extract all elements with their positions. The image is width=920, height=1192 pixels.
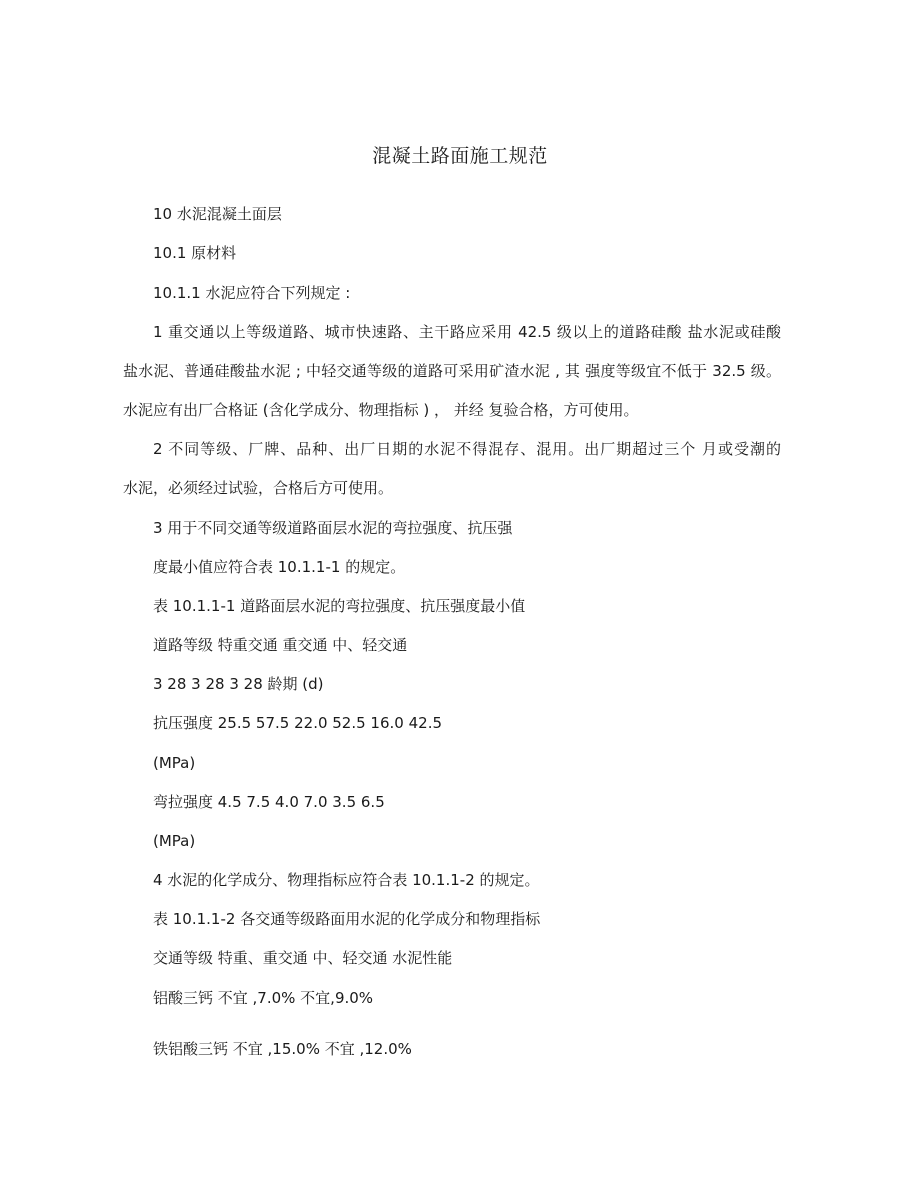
section-heading: 10 水泥混凝土面层 [153,205,282,223]
paragraph-line: 度最小值应符合表 10.1.1-1 的规定。 [153,558,406,576]
subsection-heading: 10.1 原材料 [153,244,237,262]
paragraph-line: 水泥，必须经过试验，合格后方可使用。 [123,479,394,497]
paragraph-line: 1 重交通以上等级道路、城市快速路、主干路应采用 42.5 级以上的道路硅酸 盐水泥或硅酸 [153,323,781,341]
paragraph-line: 水泥应有出厂合格证 (含化学成分、物理指标 ) ， 并经 复验合格，方可使用。 [123,401,639,419]
table-row: 道路等级 特重交通 重交通 中、轻交通 [153,636,408,654]
table-row: 3 28 3 28 3 28 龄期 (d) [153,675,324,693]
table-row: 弯拉强度 4.5 7.5 4.0 7.0 3.5 6.5 [153,793,385,811]
document-title: 混凝土路面施工规范 [372,145,548,167]
table-row: (MPa) [153,832,196,850]
table-row: 铝酸三钙 不宜 ,7.0% 不宜,9.0% [153,989,374,1007]
table-row: 交通等级 特重、重交通 中、轻交通 水泥性能 [153,949,453,967]
table-row: 铁铝酸三钙 不宜 ,15.0% 不宜 ,12.0% [153,1040,412,1058]
table-row: 抗压强度 25.5 57.5 22.0 52.5 16.0 42.5 [153,714,442,732]
paragraph-line: 盐水泥、普通硅酸盐水泥 ; 中轻交通等级的道路可采用矿渣水泥 , 其 强度等级宜不低于 32.5 级。 [123,362,781,380]
paragraph-line: 2 不同等级、厂牌、品种、出厂日期的水泥不得混存、混用。出厂期超过三个 月或受潮的 [153,440,781,458]
table-caption: 表 10.1.1-2 各交通等级路面用水泥的化学成分和物理指标 [153,910,541,928]
paragraph-line: 4 水泥的化学成分、物理指标应符合表 10.1.1-2 的规定。 [153,871,540,889]
table-caption: 表 10.1.1-1 道路面层水泥的弯拉强度、抗压强度最小值 [153,597,526,615]
paragraph-line: 3 用于不同交通等级道路面层水泥的弯拉强度、抗压强 [153,519,513,537]
clause-heading: 10.1.1 水泥应符合下列规定 : [153,284,351,302]
table-row: (MPa) [153,754,196,772]
